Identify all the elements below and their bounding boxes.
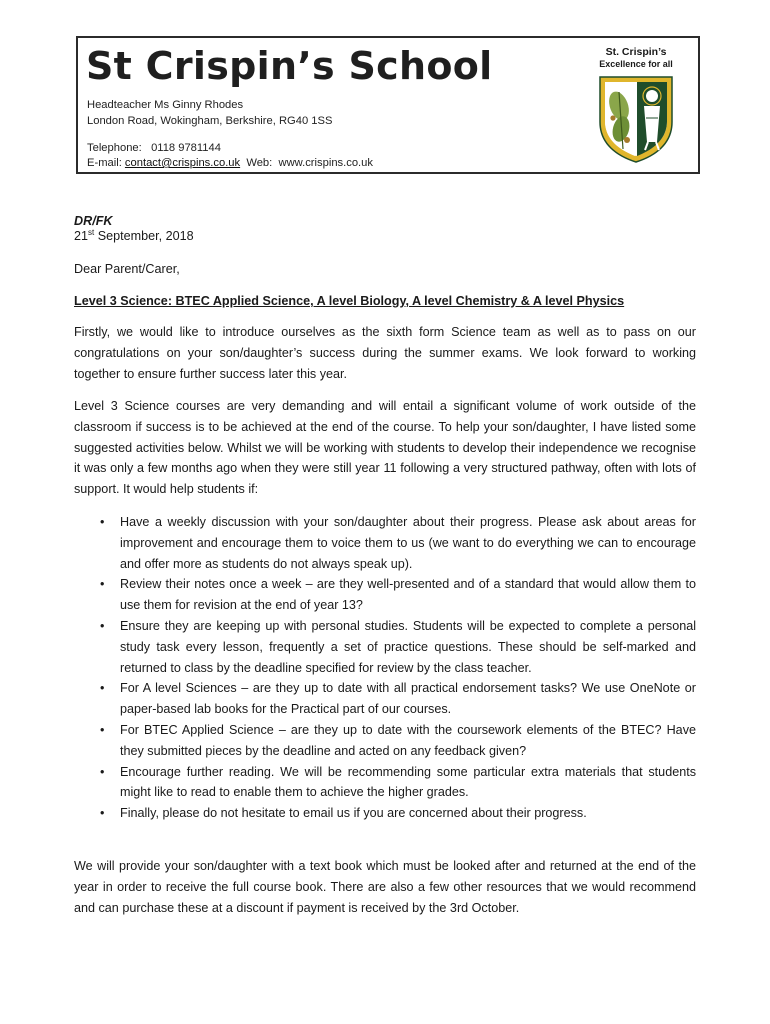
bullet-icon: •	[100, 722, 105, 737]
headteacher-line: Headteacher Ms Ginny Rhodes	[87, 99, 244, 111]
email-link[interactable]: contact@crispins.co.uk	[124, 157, 241, 169]
date-day: 21	[74, 229, 89, 243]
email-label: E-mail:	[87, 157, 122, 169]
contact-line	[87, 157, 373, 169]
list-item-text: Ensure they are keeping up with personal studies. Students will be expected to complete a personal study task every lesson, frequently a set of practice questions. These should be self-marked and returned to class by the deadline specified for review by the class teacher.	[120, 618, 696, 675]
list-item-text: Finally, please do not hesitate to email us if you are concerned about their progress.	[120, 806, 587, 821]
list-item	[74, 574, 696, 616]
bullet-icon: •	[100, 577, 105, 592]
bullet-icon: •	[100, 618, 105, 633]
list-item-text: Encourage further reading. We will be recommending some particular extra materials that students might like to read to enable them to achieve the higher grades.	[120, 764, 696, 800]
salutation: Dear Parent/Carer,	[74, 262, 180, 276]
bullet-icon: •	[100, 806, 105, 821]
list-item-text: Have a weekly discussion with your son/daughter about their progress. Please ask about areas for improvement and encourage them to voice them to us (we want to do everything we can to encourage and offer more as students do not always speak up).	[120, 515, 696, 571]
suggested-activities-list	[74, 512, 696, 824]
date-rest: September, 2018	[94, 229, 194, 243]
school-crest-block	[580, 44, 692, 168]
letter-reference: DR/FK	[74, 214, 113, 228]
web-label: Web:	[246, 157, 273, 169]
telephone-line	[87, 142, 221, 154]
letter-date	[74, 226, 696, 247]
school-crest-icon	[597, 74, 675, 164]
subject-line: Level 3 Science: BTEC Applied Science, A level Biology, A level Chemistry & A level Physics	[74, 294, 625, 308]
paragraph-courses: Level 3 Science courses are very demanding and will entail a significant volume of work outside of the classroom if success is to be achieved at the end of the course. To help your son/daughter, I have listed some suggested activities below. Whilst we will be working with students to develop their independence we recognise it was only a few months ago when they were still year 11 following a very structured pathway, often with lots of support. It would help students if:	[74, 399, 696, 497]
web-link[interactable]: www.crispins.co.uk	[278, 157, 373, 169]
telephone-label: Telephone:	[87, 142, 142, 154]
paragraph-resources: We will provide your son/daughter with a text book which must be looked after and returned at the end of the year in order to receive the full course book. There are also a few other resources that we would recommend and can purchase these at a discount if payment is received by the 3rd October.	[74, 859, 696, 915]
bullet-icon: •	[100, 681, 105, 696]
paragraph-intro: Firstly, we would like to introduce ourselves as the sixth form Science team as well as to pass on our congratulations on your son/daughter’s success during the summer exams. We look forward to working together to ensure further success later this year.	[74, 325, 696, 381]
list-item	[74, 803, 696, 824]
telephone-number: 0118 9781144	[151, 142, 221, 154]
list-item-text: Review their notes once a week – are they well-presented and of a standard that would allow them to use them for revision at the end of year 13?	[120, 577, 696, 613]
bullet-icon: •	[100, 764, 105, 779]
crest-title: St. Crispin’s	[605, 46, 667, 58]
date-suffix: st	[88, 227, 95, 237]
crest-motto: Excellence for all	[599, 59, 673, 69]
list-item-text: For BTEC Applied Science – are they up to date with the coursework elements of the BTEC? Have they submitted pieces by the deadline and acted on any feedback given?	[120, 722, 696, 758]
letterhead	[76, 36, 700, 174]
bullet-icon: •	[100, 515, 105, 529]
list-item	[74, 678, 696, 720]
list-item	[74, 616, 696, 678]
school-name: St Crispin’s School	[86, 44, 493, 88]
address-line: London Road, Wokingham, Berkshire, RG40 1SS	[87, 115, 333, 127]
list-item-text: For A level Sciences – are they up to date with all practical endorsement tasks? We use OneNote or paper-based lab books for the Practical part of our courses.	[120, 681, 696, 717]
list-item	[74, 720, 696, 762]
list-item	[74, 762, 696, 804]
list-item	[74, 512, 696, 574]
